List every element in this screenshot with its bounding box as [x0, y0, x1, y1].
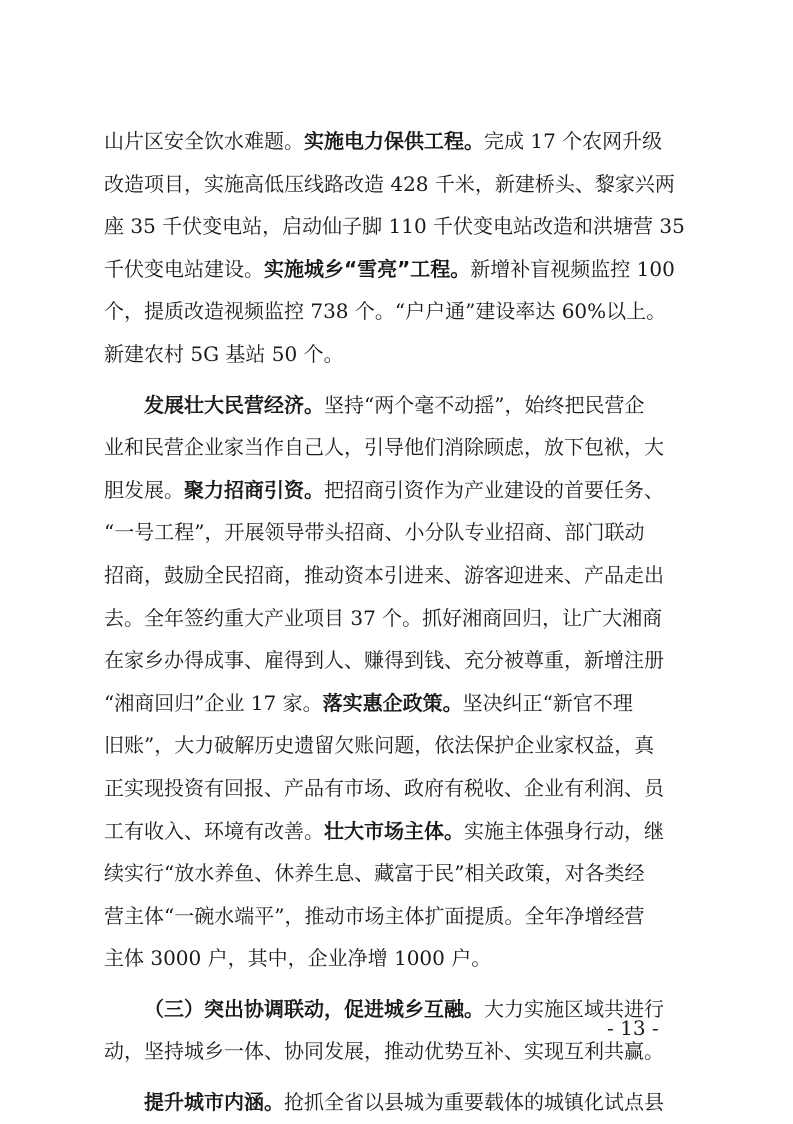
bold-heading: 壮大市场主体。 — [324, 818, 464, 843]
text-line — [104, 597, 699, 640]
text-run: 坚决纠正“新官不理 — [462, 690, 633, 715]
text-line — [104, 937, 699, 980]
text-line — [104, 852, 699, 895]
text-run: 个，提质改造视频监控 738 个。“户户通”建设率达 60%以上。 — [104, 299, 667, 324]
text-run: 实施主体强身行动，继 — [464, 818, 664, 843]
text-line — [104, 248, 699, 291]
text-run: 旧账”，大力破解历史遗留欠账问题，依法保护企业家权益，真 — [104, 733, 655, 758]
text-run: 胆发展。 — [104, 477, 184, 502]
text-run: 新建农村 5G 基站 50 个。 — [104, 341, 344, 366]
paragraph — [104, 120, 699, 376]
text-run: 在家乡办得成事、雇得到人、赚得到钱、充分被尊重，新增注册 — [104, 648, 664, 673]
bold-heading: 落实惠企政策。 — [322, 690, 463, 715]
text-line — [104, 810, 699, 853]
paragraph — [104, 384, 699, 980]
text-line — [104, 767, 699, 810]
text-run: 山片区安全饮水难题。 — [104, 129, 304, 153]
text-run: 抢抓全省以县城为重要载体的城镇化试点县 — [284, 1090, 664, 1115]
text-run: 去。全年签约重大产业项目 37 个。抓好湘商回归，让广大湘商 — [104, 605, 663, 630]
page-number: - 13 - — [607, 1016, 659, 1040]
text-line — [104, 469, 699, 512]
text-run: 主体 3000 户，其中，企业净增 1000 户。 — [104, 946, 492, 971]
text-run: 改造项目，实施高低压线路改造 428 千米，新建桥头、黎家兴两 — [104, 171, 675, 196]
paragraph-spacing — [104, 1073, 699, 1081]
text-run: 坚持“两个毫不动摇”，始终把民营企 — [324, 392, 645, 417]
text-line — [104, 724, 699, 767]
text-line — [104, 205, 699, 248]
text-line — [104, 554, 699, 597]
text-line — [104, 290, 699, 333]
text-line — [104, 511, 699, 554]
text-run: 大力实施区域共进行 — [484, 996, 664, 1021]
text-line — [104, 639, 699, 682]
text-run: 千伏变电站建设。 — [104, 256, 264, 281]
text-run: 座 35 千伏变电站，启动仙子脚 110 千伏变电站改造和洪塘营 35 — [104, 214, 685, 239]
text-run: “湘商回归”企业 17 家。 — [104, 690, 323, 715]
text-line — [104, 895, 699, 938]
text-run: 招商，鼓励全民招商，推动资本引进来、游客迎进来、产品走出 — [104, 562, 664, 587]
text-run: 业和民营企业家当作自己人，引导他们消除顾虑，放下包袱，大 — [104, 435, 664, 460]
paragraph-spacing — [104, 376, 699, 384]
body-text — [104, 120, 699, 1124]
bold-heading: 发展壮大民营经济。 — [144, 392, 324, 417]
text-line — [104, 384, 699, 427]
text-run: “一号工程”，开展领导带头招商、小分队专业招商、部门联动 — [104, 520, 645, 545]
text-run: 正实现投资有回报、产品有市场、政府有税收、企业有利润、员 — [104, 775, 664, 800]
text-run: 动，坚持城乡一体、协同发展，推动优势互补、实现互利共赢。 — [104, 1039, 664, 1064]
text-run: 续实行“放水养鱼、休养生息、藏富于民”相关政策，对各类经 — [104, 861, 645, 886]
text-line — [104, 682, 699, 725]
text-run: 把招商引资作为产业建设的首要任务、 — [324, 477, 664, 502]
bold-heading: 实施城乡“雪亮”工程。 — [264, 256, 471, 281]
text-line — [104, 120, 699, 163]
bold-heading: 聚力招商引资。 — [184, 477, 324, 502]
text-line — [104, 163, 699, 206]
paragraph — [104, 1081, 699, 1124]
text-line — [104, 1081, 699, 1124]
text-line — [104, 333, 699, 376]
text-run: 工有收入、环境有改善。 — [104, 818, 324, 843]
text-line — [104, 426, 699, 469]
text-run: 营主体“一碗水端平”，推动市场主体扩面提质。全年净增经营 — [104, 903, 645, 928]
text-run: 完成 17 个农网升级 — [484, 129, 663, 153]
text-run: 新增补盲视频监控 100 — [470, 256, 675, 281]
paragraph-spacing — [104, 980, 699, 988]
bold-heading: 提升城市内涵。 — [144, 1090, 284, 1115]
section-heading: （三）突出协调联动，促进城乡互融。 — [144, 996, 484, 1021]
bold-heading: 实施电力保供工程。 — [304, 129, 484, 153]
